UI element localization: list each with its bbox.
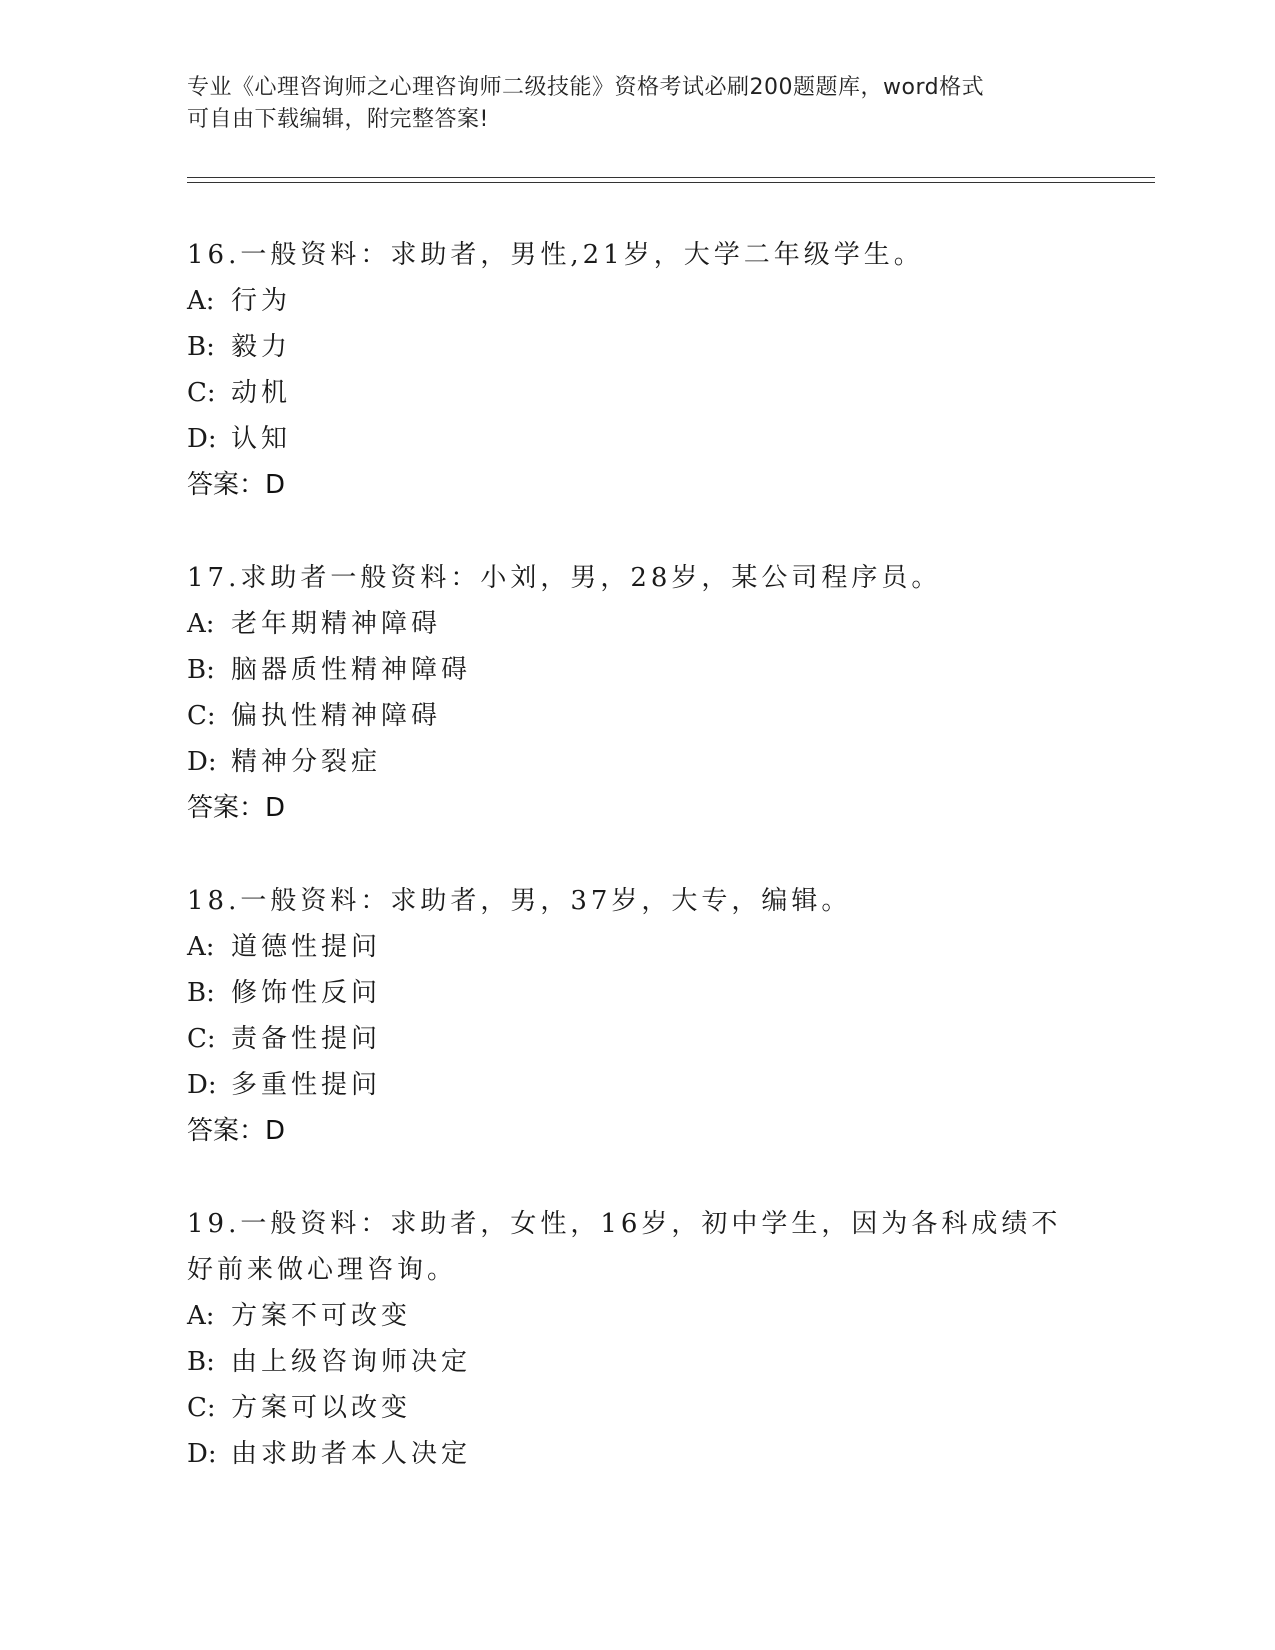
answer-line: 答案：D [187, 470, 286, 500]
option-text: 由上级咨询师决定 [231, 1347, 472, 1377]
question-stem: 17.求助者一般资料：小刘，男，28岁，某公司程序员。 [187, 563, 942, 593]
option-text: 认知 [231, 424, 292, 454]
option-a [187, 278, 1147, 324]
option-b [187, 970, 1147, 1016]
option-b [187, 1339, 1147, 1385]
option-letter: C: [187, 701, 216, 731]
answer-line: 答案：D [187, 1116, 286, 1146]
option-letter: B: [187, 978, 215, 1008]
option-text: 责备性提问 [231, 1024, 382, 1054]
option-text: 道德性提问 [231, 932, 382, 962]
option-a [187, 924, 1147, 970]
option-letter: C: [187, 1393, 216, 1423]
question-17 [187, 555, 1147, 831]
option-text: 偏执性精神障碍 [231, 701, 442, 731]
option-c [187, 1385, 1147, 1431]
option-text: 修饰性反问 [231, 978, 382, 1008]
option-text: 脑器质性精神障碍 [231, 655, 472, 685]
option-letter: D: [187, 424, 217, 454]
option-d [187, 1062, 1147, 1108]
option-c [187, 1016, 1147, 1062]
option-letter: A: [187, 609, 215, 639]
answer-line: 答案：D [187, 793, 286, 823]
option-letter: D: [187, 1439, 217, 1469]
question-18 [187, 878, 1147, 1154]
option-d [187, 416, 1147, 462]
header-title-line-2: 可自由下载编辑，附完整答案! [187, 107, 489, 132]
option-text: 方案不可改变 [231, 1301, 412, 1331]
option-text: 行为 [231, 286, 292, 316]
question-stem: 16.一般资料：求助者，男性,21岁，大学二年级学生。 [187, 240, 924, 270]
option-text: 精神分裂症 [231, 747, 382, 777]
option-letter: B: [187, 655, 215, 685]
option-b [187, 647, 1147, 693]
option-letter: A: [187, 1301, 215, 1331]
option-text: 毅力 [231, 332, 292, 362]
option-letter: D: [187, 1070, 217, 1100]
option-letter: C: [187, 378, 216, 408]
option-c [187, 370, 1147, 416]
option-a [187, 601, 1147, 647]
option-d [187, 739, 1147, 785]
option-b [187, 324, 1147, 370]
option-text: 方案可以改变 [231, 1393, 412, 1423]
option-letter: B: [187, 1347, 215, 1377]
option-d [187, 1431, 1147, 1477]
option-text: 由求助者本人决定 [231, 1439, 472, 1469]
option-text: 老年期精神障碍 [231, 609, 442, 639]
document-header [187, 72, 1087, 136]
option-text: 多重性提问 [231, 1070, 382, 1100]
option-letter: C: [187, 1024, 216, 1054]
question-list [187, 232, 1147, 1524]
option-letter: D: [187, 747, 217, 777]
option-a [187, 1293, 1147, 1339]
question-stem: 19.一般资料：求助者，女性，16岁，初中学生，因为各科成绩不好前来做心理咨询。 [187, 1209, 1062, 1285]
question-stem: 18.一般资料：求助者，男，37岁，大专，编辑。 [187, 886, 852, 916]
header-title-line-1: 专业《心理咨询师之心理咨询师二级技能》资格考试必刷200题题库，word格式 [187, 75, 985, 100]
header-divider-top [187, 177, 1155, 178]
question-16 [187, 232, 1147, 508]
option-text: 动机 [231, 378, 292, 408]
option-c [187, 693, 1147, 739]
header-divider-bottom [187, 182, 1155, 183]
option-letter: B: [187, 332, 215, 362]
question-19 [187, 1201, 1147, 1477]
option-letter: A: [187, 286, 215, 316]
option-letter: A: [187, 932, 215, 962]
